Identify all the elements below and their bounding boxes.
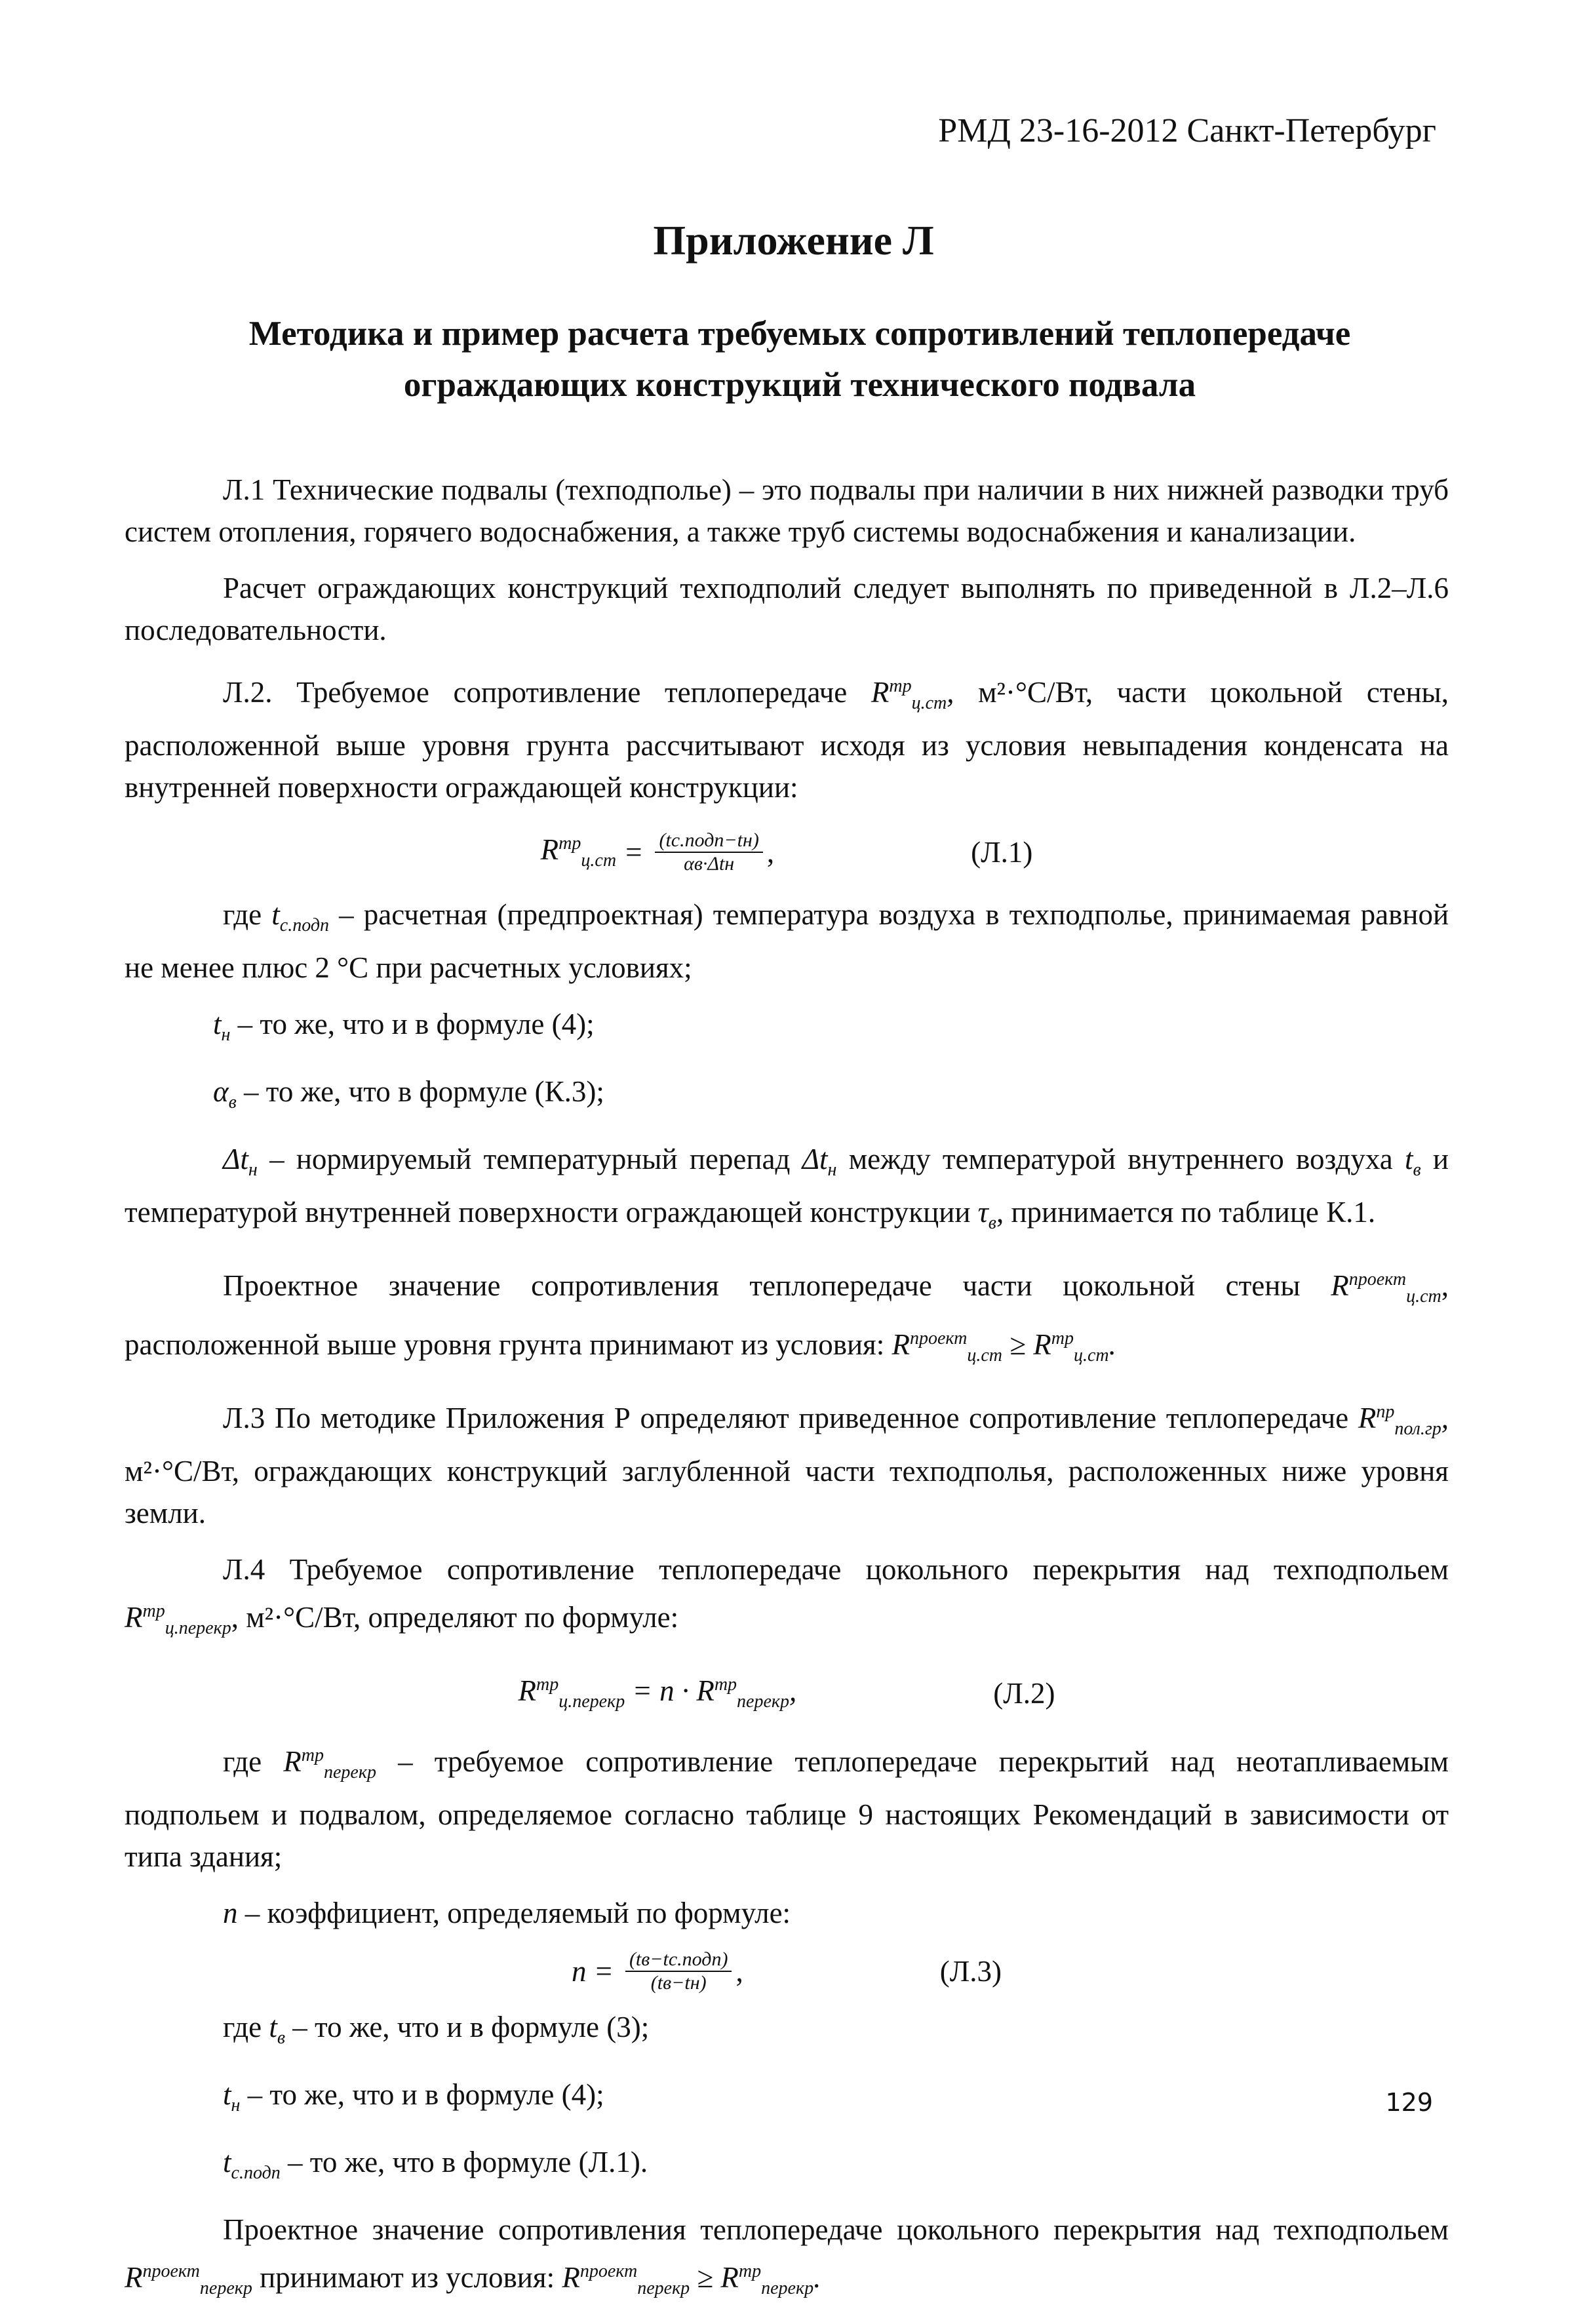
formula-l3-lhs: n (572, 1955, 587, 1988)
symbol-t-spodp-2: $t_{с.подп}$ (223, 2146, 281, 2183)
formula-l1-comma: , (766, 836, 775, 869)
symbol-r-tr-tsperekr: $R^{тр}_{ц.перекр}$ (125, 1601, 231, 1638)
symbol-delta-tn-2: $\Delta t_н$ (802, 1143, 837, 1180)
l2-text-unit: м²·°C/Вт, части цокольной стены, расположенной выше уровня грунта рассчитывают исходя из условия невыпадения конденсата на внутренней поверхности ограждающей конструкции: (125, 676, 1449, 804)
condition-wall: $R^{проект}_{ц.ст} \ge R^{тр}_{ц.ст}$. (891, 1328, 1116, 1366)
document-reference: РМД 23-16-2012 Санкт-Петербург (938, 112, 1436, 149)
symbol-r-tr-perekr: $R^{тр}_{перекр}$ (283, 1745, 376, 1782)
formula-l2-expression: $R^{тр}_{ц.перекр} = n \cdot R^{тр}_{перекр}$, (518, 1674, 797, 1712)
formula-l3-fraction (625, 1948, 732, 1994)
formula-l3-number: (Л.3) (939, 1955, 1002, 1988)
formula-l2-number: (Л.2) (993, 1677, 1055, 1710)
paragraph-where-tpodp: где $t_{с.подп}$ – расчетная (предпроектная) температура воздуха в техподполье, принимаемая равной не менее плюс 2 °С при расчетных условиях; (125, 898, 1449, 984)
symbol-delta-tn: $\Delta t_н$ (223, 1143, 258, 1180)
definition-alpha: $\alpha_в$ – то же, что в формуле (К.3); (213, 1075, 604, 1113)
paragraph-proekt-wall: Проектное значение сопротивления теплопередаче части цокольной стены $R^{проект}_{ц.ст}$, расположенной выше уровня грунта принимают из условия: $R^{проект}_{ц.ст} \ge R^{тр}_{ц.ст}$. (125, 1269, 1449, 1366)
symbol-tau-v: $\tau_в$ (977, 1196, 996, 1233)
main-title (197, 308, 1403, 410)
definition-delta: $\Delta t_н$ – нормируемый температурный перепад $\Delta t_н$ между температурой внутреннего воздуха $t_в$ и температурой внутренней поверхности ограждающей конструкции $\tau_в$, принимается по таблице К.1. (125, 1143, 1449, 1233)
condition-floor: $R^{проект}_{перекр} \ge R^{тр}_{перекр}$. (562, 2261, 821, 2298)
formula-l1-lhs: $R^{тр}_{ц.ст}$ (540, 833, 617, 871)
symbol-t-n-2: $t_н$ (223, 2078, 241, 2116)
main-title-line-2: ограждающих конструкций технического подвала (403, 366, 1196, 404)
formula-l3-comma: , (735, 1955, 743, 1988)
formula-l3-eq: = (595, 1955, 612, 1988)
paragraph-l3: Л.3 По методике Приложения Р определяют приведенное сопротивление теплопередаче $R^{пр}_{пол.гр}$, м²·°C/Вт, ограждающих конструкций заглубленной части техподполья, расположенных ниже уровня земли. (125, 1402, 1449, 1529)
symbol-r-tr-tsst: $R^{тр}_{ц.ст}$, (871, 676, 954, 713)
formula-l1 (125, 823, 1449, 882)
symbol-alpha-v: $\alpha_в$ (213, 1075, 237, 1113)
formula-l3-numerator: (tв−tс.подп) (625, 1948, 732, 1972)
symbol-t-v: $t_в$ (1404, 1143, 1421, 1180)
symbol-r-pr-polgr: $R^{пр}_{пол.гр}$, (1358, 1402, 1449, 1439)
formula-l1-eq: = (625, 836, 642, 869)
definition-tv: где $t_в$ – то же, что и в формуле (3); (223, 2011, 650, 2048)
paragraph-l1: Л.1 Технические подвалы (техподполье) – это подвалы при наличии в них нижней разводки труб систем отопления, горячего водоснабжения, а также труб системы водоснабжения и канализации. (125, 473, 1449, 548)
paragraph-proekt-floor: Проектное значение сопротивления теплопередаче цокольного перекрытия над техподпольем $R^{проект}_{перекр}$ принимают из условия: $R^{проект}_{перекр} \ge R^{тр}_{перекр}$. (125, 2213, 1449, 2298)
symbol-t-spodp: $t_{с.подп}$ (271, 898, 329, 936)
symbol-r-proekt-perekr: $R^{проект}_{перекр}$ (125, 2261, 252, 2298)
definition-n: n – коэффициент, определяемый по формуле: (223, 1897, 791, 1929)
formula-l1-number: (Л.1) (971, 836, 1033, 869)
symbol-r-proekt-tsst: $R^{проект}_{ц.ст}$ (1331, 1269, 1441, 1307)
formula-l1-denominator: αв·Δtн (684, 853, 735, 875)
appendix-title: Приложение Л (653, 217, 934, 264)
formula-l3 (125, 1948, 1449, 1994)
paragraph-l4: Л.4 Требуемое сопротивление теплопередаче цокольного перекрытия над техподпольем $R^{тр}_{ц.перекр}$, м²·°C/Вт, определяют по формуле: (125, 1553, 1449, 1638)
definition-tn-2: $t_н$ – то же, что и в формуле (4); (223, 2078, 604, 2116)
main-title-line-1: Методика и пример расчета требуемых сопротивлений теплопередаче (248, 315, 1351, 353)
definition-tn: $t_н$ – то же, что и в формуле (4); (213, 1008, 595, 1045)
paragraph-calc-order: Расчет ограждающих конструкций техподполий следует выполнять по приведенной в Л.2–Л.6 последовательности. (125, 572, 1449, 646)
formula-l1-numerator: (tс.подп−tн) (655, 829, 762, 853)
symbol-t-n: $t_н$ (213, 1008, 231, 1045)
body-text (125, 469, 1449, 2324)
paragraph-l2 (125, 665, 1449, 808)
formula-l3-denominator: (tв−tн) (650, 1972, 707, 1994)
formula-l1-fraction (655, 829, 762, 875)
definition-tspodp: $t_{с.подп}$ – то же, что в формуле (Л.1). (223, 2146, 648, 2183)
l2-text-start: Л.2. Требуемое сопротивление теплопередаче (223, 676, 848, 709)
symbol-n: n (223, 1897, 238, 1929)
formula-l2 (125, 1664, 1449, 1723)
paragraph-where-perekr: где $R^{тр}_{перекр}$ – требуемое сопротивление теплопередаче перекрытий над неотапливаемым подпольем и подвалом, определяемое согласно таблице 9 настоящих Рекомендаций в зависимости от типа здания; (125, 1745, 1449, 1873)
page-number: 129 (1385, 2088, 1433, 2117)
symbol-t-v-2: $t_в$ (269, 2011, 286, 2048)
